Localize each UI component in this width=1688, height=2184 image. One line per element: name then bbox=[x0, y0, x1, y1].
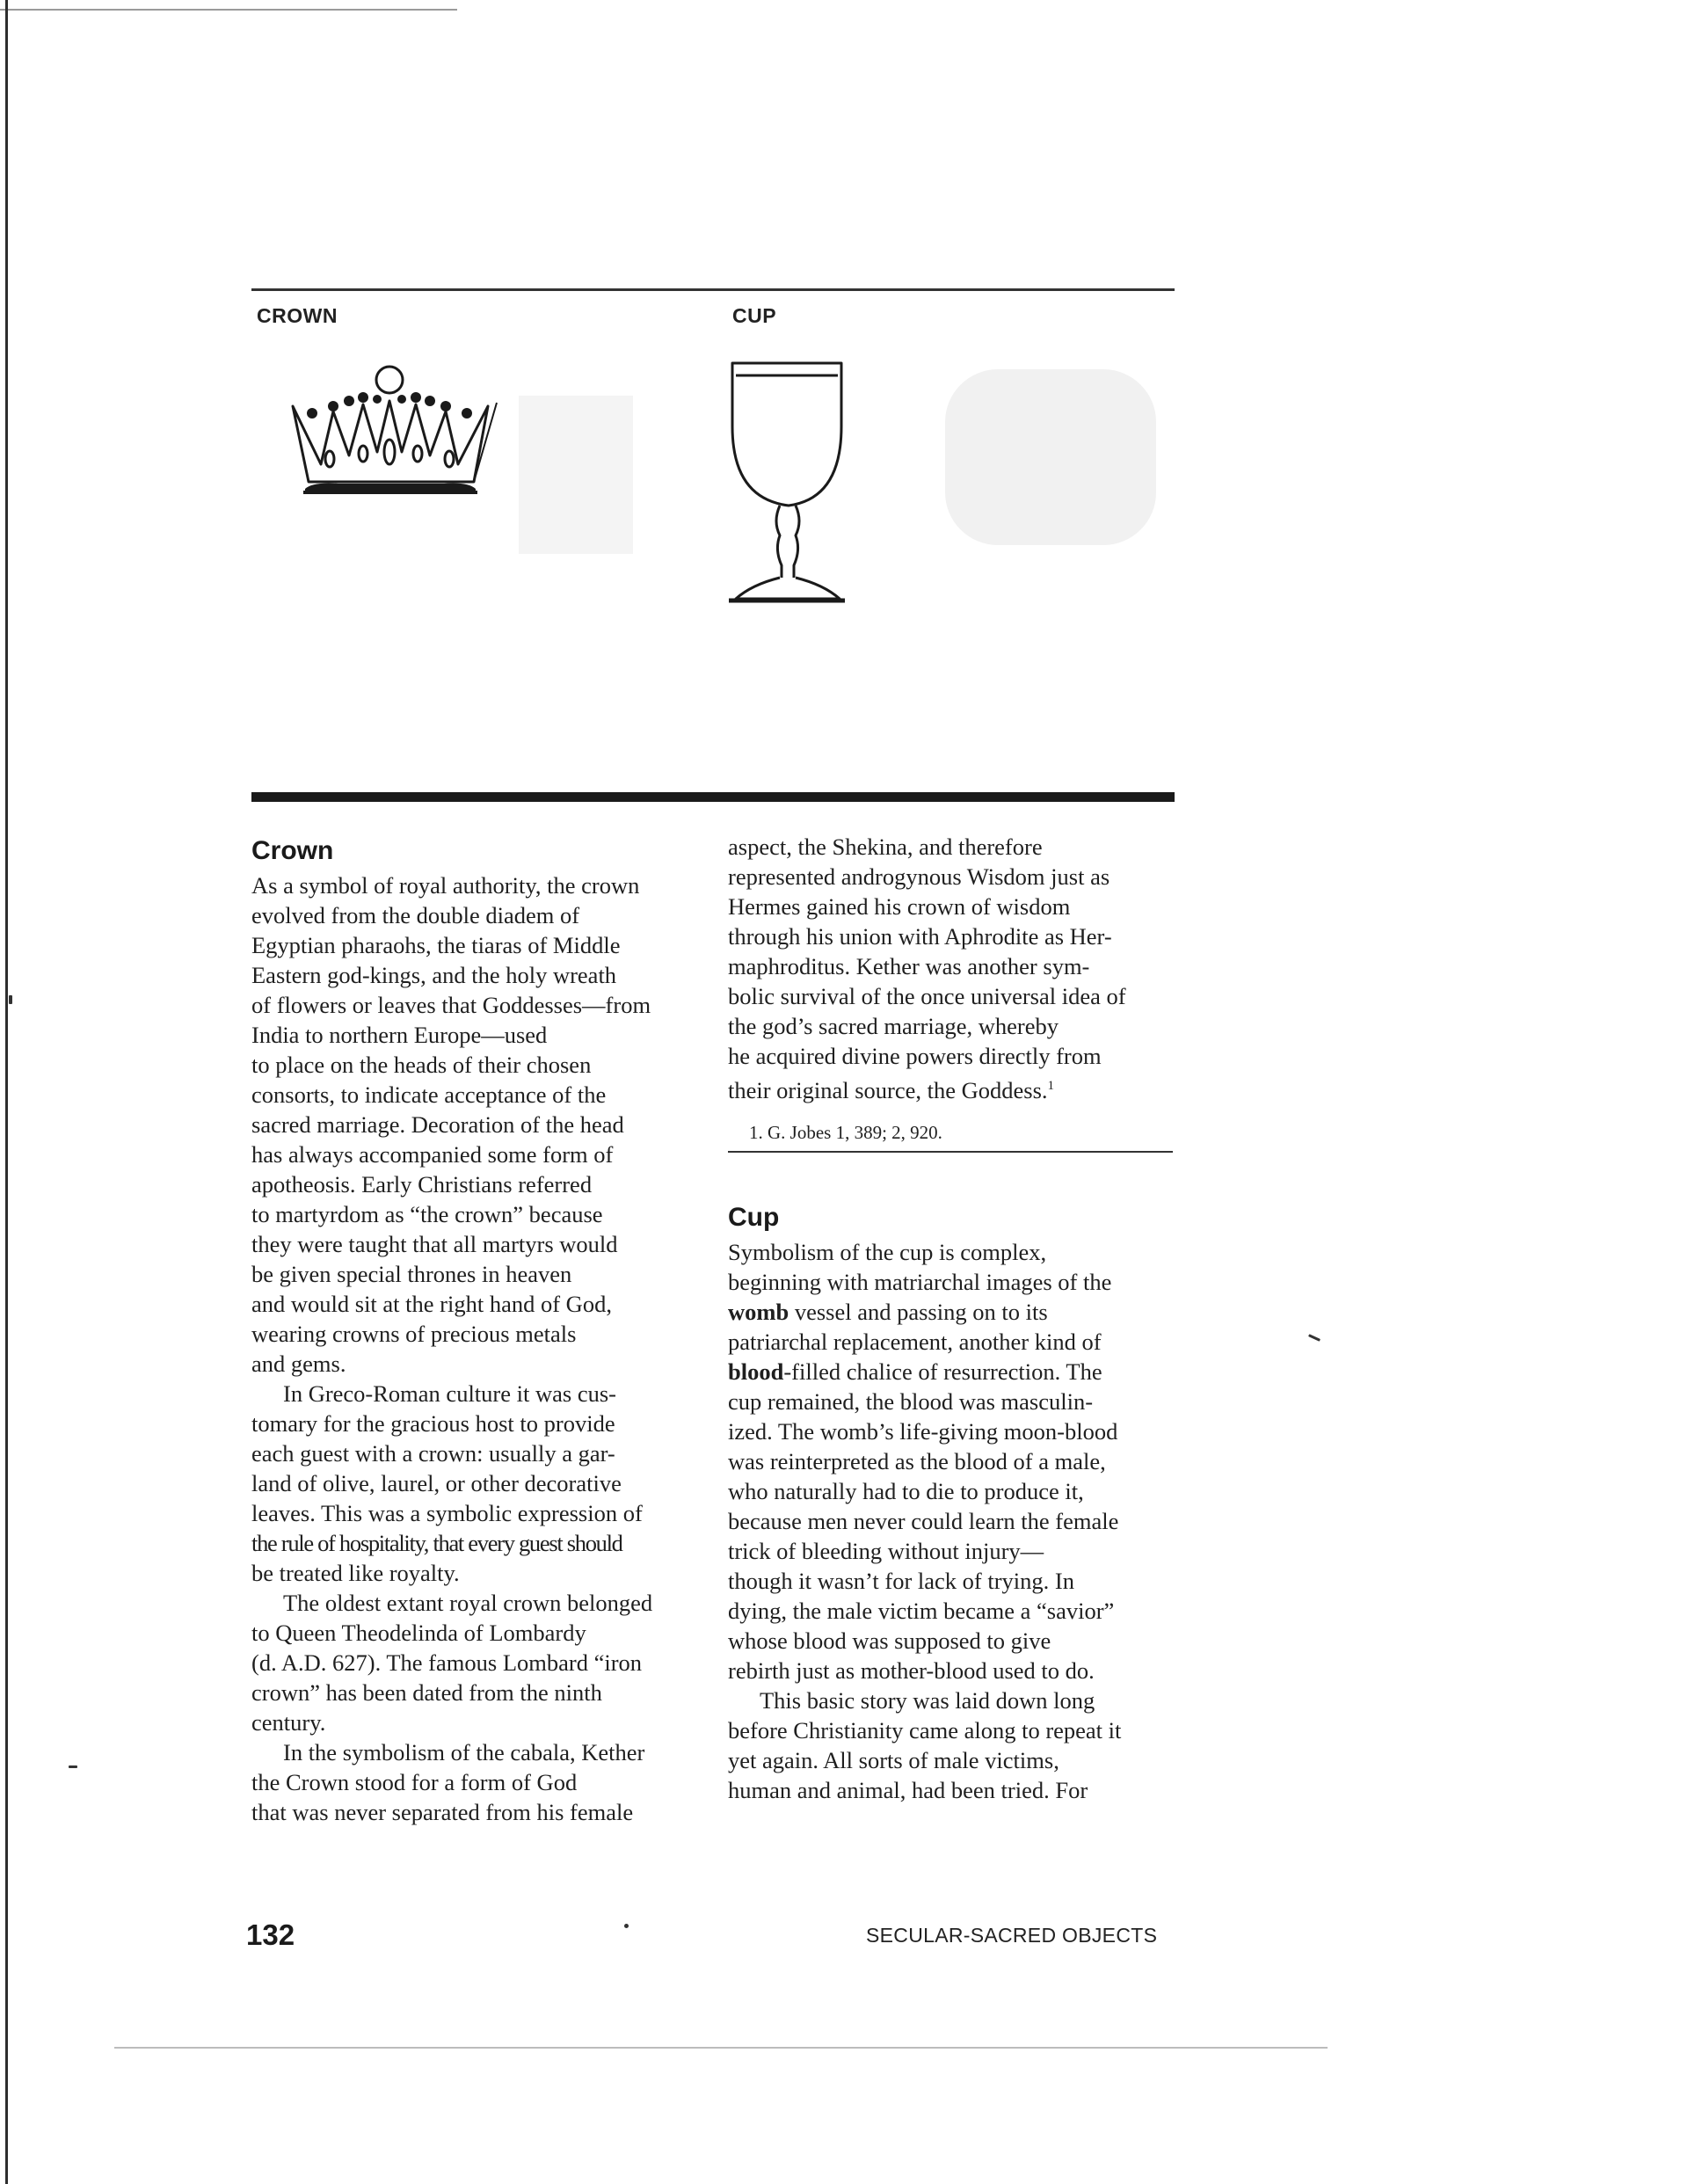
body-line: of flowers or leaves that Goddesses—from bbox=[251, 992, 651, 1018]
body-line: represented androgynous Wisdom just as bbox=[728, 863, 1110, 890]
footnote: 1. G. Jobes 1, 389; 2, 920. bbox=[749, 1121, 942, 1143]
body-line: beginning with matriarchal images of the bbox=[728, 1268, 1112, 1295]
body-line: they were taught that all martyrs would bbox=[251, 1231, 618, 1257]
body-line: has always accompanied some form of bbox=[251, 1141, 614, 1168]
body-line: India to northern Europe—used bbox=[251, 1022, 548, 1048]
crown-label: CROWN bbox=[257, 304, 338, 327]
right-column bbox=[728, 832, 1176, 1805]
scan-edge-bottom bbox=[114, 2047, 1328, 2049]
body-line: rebirth just as mother-blood used to do. bbox=[728, 1656, 1095, 1684]
body-line bbox=[728, 1071, 1176, 1105]
bleed-through-shadow bbox=[519, 396, 633, 554]
page-number: 132 bbox=[246, 1918, 295, 1951]
body-line: consorts, to indicate acceptance of the bbox=[251, 1081, 607, 1108]
section-divider bbox=[251, 792, 1175, 802]
body-line: each guest with a crown: usually a gar- bbox=[251, 1440, 615, 1467]
body-line: maphroditus. Kether was another sym- bbox=[728, 953, 1090, 979]
body-line: Egyptian pharaohs, the tiaras of Middle bbox=[251, 932, 621, 958]
body-line: crown” has been dated from the ninth bbox=[251, 1679, 602, 1706]
crown-icon bbox=[286, 360, 523, 528]
body-line: wearing crowns of precious metals bbox=[251, 1321, 577, 1347]
body-line: the rule of hospitality, that every guest should bbox=[251, 1530, 622, 1556]
running-head: SECULAR-SACRED OBJECTS bbox=[866, 1924, 1158, 1947]
scan-edge-left bbox=[5, 0, 8, 2184]
body-line: and would sit at the right hand of God, bbox=[251, 1291, 612, 1317]
body-line: trick of bleeding without injury— bbox=[728, 1537, 1044, 1564]
body-line: yet again. All sorts of male victims, bbox=[728, 1746, 1059, 1773]
body-line: aspect, the Shekina, and therefore bbox=[728, 834, 1043, 860]
body-line: evolved from the double diadem of bbox=[251, 902, 580, 928]
scan-speck bbox=[9, 995, 12, 1004]
paragraph-start: In Greco-Roman culture it was cus- bbox=[283, 1380, 616, 1407]
scan-edge-top bbox=[0, 9, 457, 11]
left-column bbox=[251, 832, 695, 1827]
body-line: As a symbol of royal authority, the crown bbox=[251, 872, 640, 899]
body-line bbox=[728, 1297, 1176, 1327]
body-line: cup remained, the blood was masculin- bbox=[728, 1387, 1094, 1415]
body-line: to Queen Theodelinda of Lombardy bbox=[251, 1620, 586, 1646]
body-line: who naturally had to die to produce it, bbox=[728, 1477, 1084, 1504]
body-line: whose blood was supposed to give bbox=[728, 1627, 1051, 1654]
body-line: before Christianity came along to repeat it bbox=[728, 1716, 1122, 1744]
body-line: human and animal, had been tried. For bbox=[728, 1776, 1088, 1803]
body-line: Hermes gained his crown of wisdom bbox=[728, 893, 1071, 920]
paragraph-start: In the symbolism of the cabala, Kether bbox=[283, 1739, 645, 1765]
body-text: vessel and passing on to its bbox=[789, 1298, 1048, 1325]
body-line: century. bbox=[251, 1709, 326, 1736]
body-line: be given special thrones in heaven bbox=[251, 1261, 572, 1287]
body-line: dying, the male victim became a “savior” bbox=[728, 1597, 1115, 1624]
body-line: that was never separated from his female bbox=[251, 1799, 634, 1825]
body-line: sacred marriage. Decoration of the head bbox=[251, 1111, 624, 1138]
body-line: though it wasn’t for lack of trying. In bbox=[728, 1567, 1074, 1594]
crown-heading: Crown bbox=[251, 836, 334, 865]
cup-icon bbox=[725, 356, 848, 611]
body-line: bolic survival of the once universal idea of bbox=[728, 983, 1126, 1009]
body-line: ized. The womb’s life-giving moon-blood bbox=[728, 1417, 1118, 1445]
body-line: apotheosis. Early Christians referred bbox=[251, 1171, 593, 1198]
scan-speck bbox=[1308, 1334, 1321, 1342]
cup-label: CUP bbox=[732, 304, 777, 327]
scan-speck bbox=[69, 1765, 77, 1768]
body-line bbox=[728, 1357, 1176, 1387]
body-line: leaves. This was a symbolic expression of bbox=[251, 1500, 643, 1526]
body-line: through his union with Aphrodite as Her- bbox=[728, 923, 1112, 950]
scan-speck bbox=[624, 1924, 629, 1928]
body-line: be treated like royalty. bbox=[251, 1560, 460, 1586]
body-line: was reinterpreted as the blood of a male, bbox=[728, 1447, 1106, 1474]
body-line: to martyrdom as “the crown” because bbox=[251, 1201, 603, 1227]
body-line: because men never could learn the female bbox=[728, 1507, 1119, 1534]
bold-term: blood bbox=[728, 1358, 784, 1385]
body-line: (d. A.D. 627). The famous Lombard “iron bbox=[251, 1649, 643, 1676]
body-text: -filled chalice of resurrection. The bbox=[783, 1358, 1102, 1385]
cup-heading: Cup bbox=[728, 1202, 780, 1232]
body-line: the Crown stood for a form of God bbox=[251, 1769, 578, 1795]
footnote-marker: 1 bbox=[1047, 1079, 1055, 1093]
paragraph-start: The oldest extant royal crown belonged bbox=[283, 1590, 653, 1616]
body-line: to place on the heads of their chosen bbox=[251, 1052, 592, 1078]
body-text: their original source, the Goddess. bbox=[728, 1076, 1048, 1103]
body-line: Eastern god-kings, and the holy wreath bbox=[251, 962, 617, 988]
body-line: and gems. bbox=[251, 1350, 346, 1377]
body-line: tomary for the gracious host to provide bbox=[251, 1410, 615, 1437]
body-line: the god’s sacred marriage, whereby bbox=[728, 1013, 1059, 1039]
body-line: he acquired divine powers directly from bbox=[728, 1043, 1102, 1069]
bleed-through-shadow bbox=[945, 369, 1156, 545]
body-line: Symbolism of the cup is complex, bbox=[728, 1238, 1047, 1265]
body-line: land of olive, laurel, or other decorative bbox=[251, 1470, 622, 1496]
bold-term: womb bbox=[728, 1298, 789, 1325]
body-line: patriarchal replacement, another kind of bbox=[728, 1328, 1102, 1355]
top-rule bbox=[251, 288, 1175, 291]
paragraph-start: This basic story was laid down long bbox=[760, 1686, 1095, 1714]
